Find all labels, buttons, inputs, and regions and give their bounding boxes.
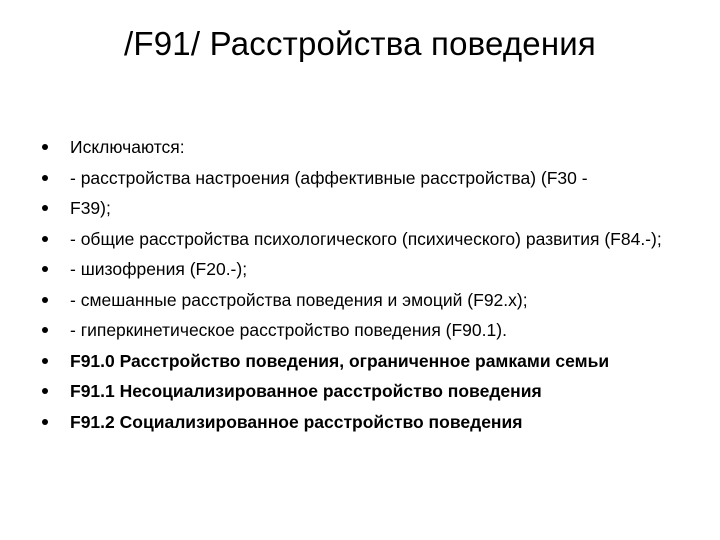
list-item-text: Исключаются: — [70, 137, 185, 157]
list-item-text: F91.2 Социализированное расстройство поведения — [70, 411, 523, 432]
list-item-excluded-heading — [42, 132, 692, 163]
bullet-icon — [42, 358, 48, 364]
list-item-text: F91.0 Расстройство поведения, ограниченное рамками семьи — [70, 350, 610, 371]
bullet-icon — [42, 297, 48, 303]
slide-title: /F91/ Расстройства поведения — [124, 25, 596, 62]
list-item-text: F39); — [70, 198, 111, 218]
bullet-icon — [42, 236, 48, 242]
bullet-icon — [42, 419, 48, 425]
bullet-icon — [42, 327, 48, 333]
list-item-text: - гиперкинетическое расстройство поведения (F90.1). — [70, 320, 507, 340]
list-item-f91-2 — [42, 407, 692, 438]
bullet-icon — [42, 144, 48, 150]
list-item-mood-disorders — [42, 163, 692, 194]
list-item-mixed-disorders — [42, 285, 692, 316]
list-item-text: - расстройства настроения (аффективные расстройства) (F30 - — [70, 167, 588, 188]
bullet-icon — [42, 388, 48, 394]
list-item-developmental-disorders — [42, 224, 692, 255]
list-item-schizophrenia — [42, 254, 692, 285]
list-item-f91-0 — [42, 346, 692, 377]
bullet-icon — [42, 205, 48, 211]
list-item-hyperkinetic-disorder — [42, 315, 692, 346]
list-item-text: - смешанные расстройства поведения и эмоций (F92.x); — [70, 289, 528, 310]
list-item-text: - общие расстройства психологического (психического) развития (F84.-); — [70, 228, 662, 249]
list-item-text: F91.1 Несоциализированное расстройство поведения — [70, 381, 542, 401]
list-item-text: - шизофрения (F20.-); — [70, 259, 248, 279]
bullet-list — [42, 132, 692, 437]
list-item-mood-disorders-code — [42, 193, 692, 224]
bullet-icon — [42, 266, 48, 272]
bullet-icon — [42, 175, 48, 181]
list-item-f91-1 — [42, 376, 692, 407]
